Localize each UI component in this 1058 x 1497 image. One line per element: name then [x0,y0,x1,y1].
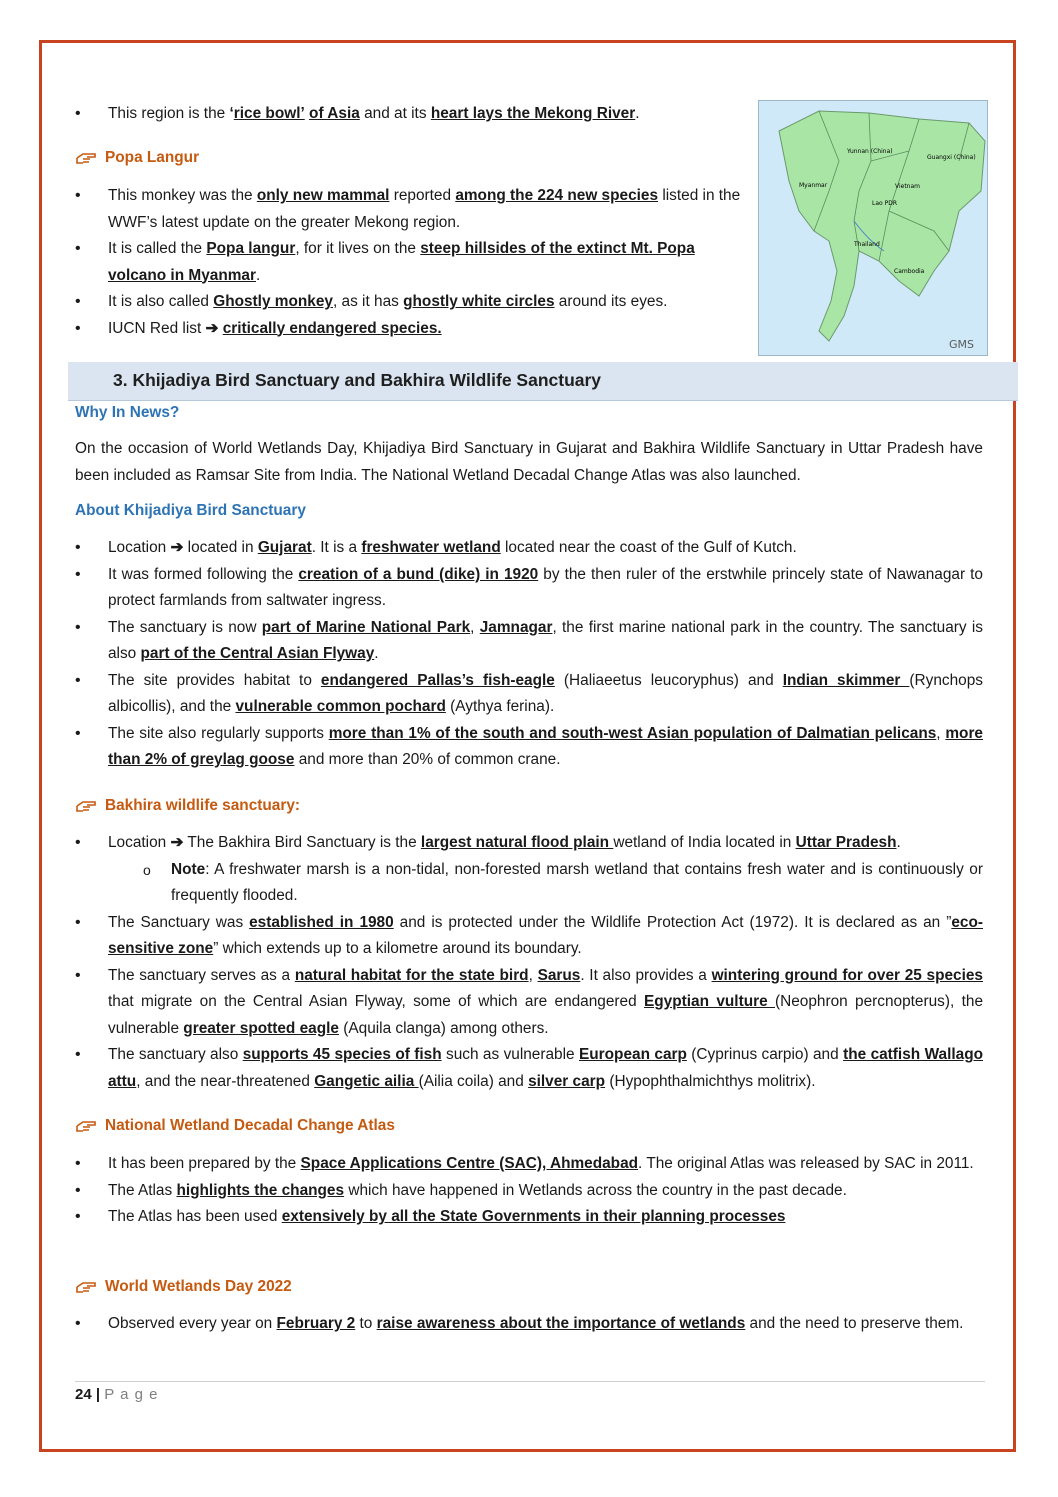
khijadiya-list [75,535,983,774]
list-item: • Observed every year on February 2 to raise awareness about the importance of wetlands and the need to preserve them. [75,1311,983,1338]
list-item: • It is called the Popa langur, for it lives on the steep hillsides of the extinct Mt. Popa volcano in Myanmar. [75,236,745,289]
map-label: Myanmar [799,182,828,189]
list-item [75,101,745,128]
region-bullet-block [75,101,745,128]
list-item: • IUCN Red list ➔ critically endangered species. [75,316,745,343]
wwd-list [75,1311,983,1338]
list-item: • Location ➔ The Bakhira Bird Sanctuary is the largest natural flood plain wetland of India located in Uttar Pradesh. [75,830,983,857]
why-in-news-text: On the occasion of World Wetlands Day, Khijadiya Bird Sanctuary in Gujarat and Bakhira Wildlife Sanctuary in Uttar Pradesh have been included as Ramsar Site from India. The National Wetland Decadal Change Atlas was also launched. [75,440,983,484]
atlas-heading [75,1113,983,1140]
footer-divider [75,1381,985,1382]
list-item: • The site also regularly supports more than 1% of the south and south-west Asian population of Dalmatian pelicans, more than 2% of greylag goose and more than 20% of common crane. [75,721,983,774]
heading-text: Bakhira wildlife sanctuary: [105,797,301,814]
list-item: • The sanctuary also supports 45 species of fish such as vulnerable European carp (Cyprinus carpio) and the catfish Wallago attu, and the near-threatened Gangetic ailia (Ailia coila) and silver carp (Hypophthalmichthys molitrix). [75,1042,983,1095]
pointing-hand-icon [75,1118,99,1134]
arrow-icon: ➔ [205,319,219,337]
arrow-icon: ➔ [170,539,184,556]
pointing-hand-icon [75,798,99,814]
emphasis: rice bowl’ [233,105,305,122]
list-item: • The sanctuary is now part of Marine National Park, Jamnagar, the first marine national park in the country. The sanctuary is also part of the Central Asian Flyway. [75,615,983,668]
emphasis: of Asia [309,105,360,122]
footer-separator: | [91,1386,105,1403]
map-label: Thailand [854,241,880,248]
list-item: • The Atlas has been used extensively by all the State Governments in their planning processes [75,1204,983,1231]
map-label: Cambodia [894,268,925,275]
emphasis: heart lays the Mekong River [430,105,636,122]
pointing-hand-icon [75,150,99,166]
list-item: • The Atlas highlights the changes which have happened in Wetlands across the country in the past decade. [75,1178,983,1205]
list-item: • The sanctuary serves as a natural habitat for the state bird, Sarus. It also provides a wintering ground for over 25 species that migrate on the Central Asian Flyway, some of which are endangered Egyptian vulture (Neophron percnopterus), the vulnerable greater spotted eagle (Aquila clanga) among others. [75,963,983,1043]
heading-text: Popa Langur [105,149,200,166]
map-label: Guangxi (China) [927,154,976,161]
list-item: • The Sanctuary was established in 1980 and is protected under the Wildlife Protection Act (1972). It is declared as an ”eco-sensitive zone” which extends up to a kilometre around its boundary. [75,910,983,963]
map-label: Vietnam [895,183,921,190]
map-badge: GMS [949,338,974,351]
list-item: • It has been prepared by the Space Applications Centre (SAC), Ahmedabad. The original Atlas was released by SAC in 2011. [75,1151,983,1178]
list-item: • The site provides habitat to endangered Pallas’s fish-eagle (Haliaeetus leucoryphus) and Indian skimmer (Rynchops albicollis), and the vulnerable common pochard (Aythya ferina). [75,668,983,721]
bakhira-list [75,830,983,1095]
why-in-news-heading: Why In News? [75,404,180,421]
map-graphic [759,101,987,355]
arrow-icon: ➔ [170,834,184,851]
atlas-list [75,1151,983,1231]
list-item: • This monkey was the only new mammal reported among the 224 new species listed in the WWF’s latest update on the greater Mekong region. [75,183,745,236]
pointing-hand-icon [75,1279,99,1295]
page-number: 24 [75,1386,92,1403]
popa-list [75,183,745,342]
heading-text: World Wetlands Day 2022 [105,1278,292,1295]
note-label: Note [171,860,206,878]
heading-text: National Wetland Decadal Change Atlas [105,1117,395,1134]
section-title: 3. Khijadiya Bird Sanctuary and Bakhira Wildlife Sanctuary [113,370,602,390]
page-footer [75,1386,159,1403]
note-item: o Note: A freshwater marsh is a non-tidal, non-forested marsh wetland that contains fresh water and is continuously or frequently flooded. [75,857,983,910]
page-label: P a g e [104,1386,159,1403]
text: ‘ [229,105,234,122]
section-banner [68,362,1018,401]
bakhira-heading [75,793,983,820]
map-label: Lao PDR [872,200,898,207]
khijadiya-heading: About Khijadiya Bird Sanctuary [75,502,306,519]
map-label: Yunnan (China) [847,148,893,155]
wwd-heading [75,1274,983,1301]
list-item: • It is also called Ghostly monkey, as it has ghostly white circles around its eyes. [75,289,745,316]
list-item: • Location ➔ located in Gujarat. It is a freshwater wetland located near the coast of the Gulf of Kutch. [75,535,983,562]
text: and at its [359,105,431,122]
text: This region is the [108,105,230,122]
mekong-region-map [758,100,988,356]
text: . [635,105,640,122]
list-item: • It was formed following the creation of a bund (dike) in 1920 by the then ruler of the erstwhile princely state of Nawanagar to protect farmlands from saltwater ingress. [75,562,983,615]
